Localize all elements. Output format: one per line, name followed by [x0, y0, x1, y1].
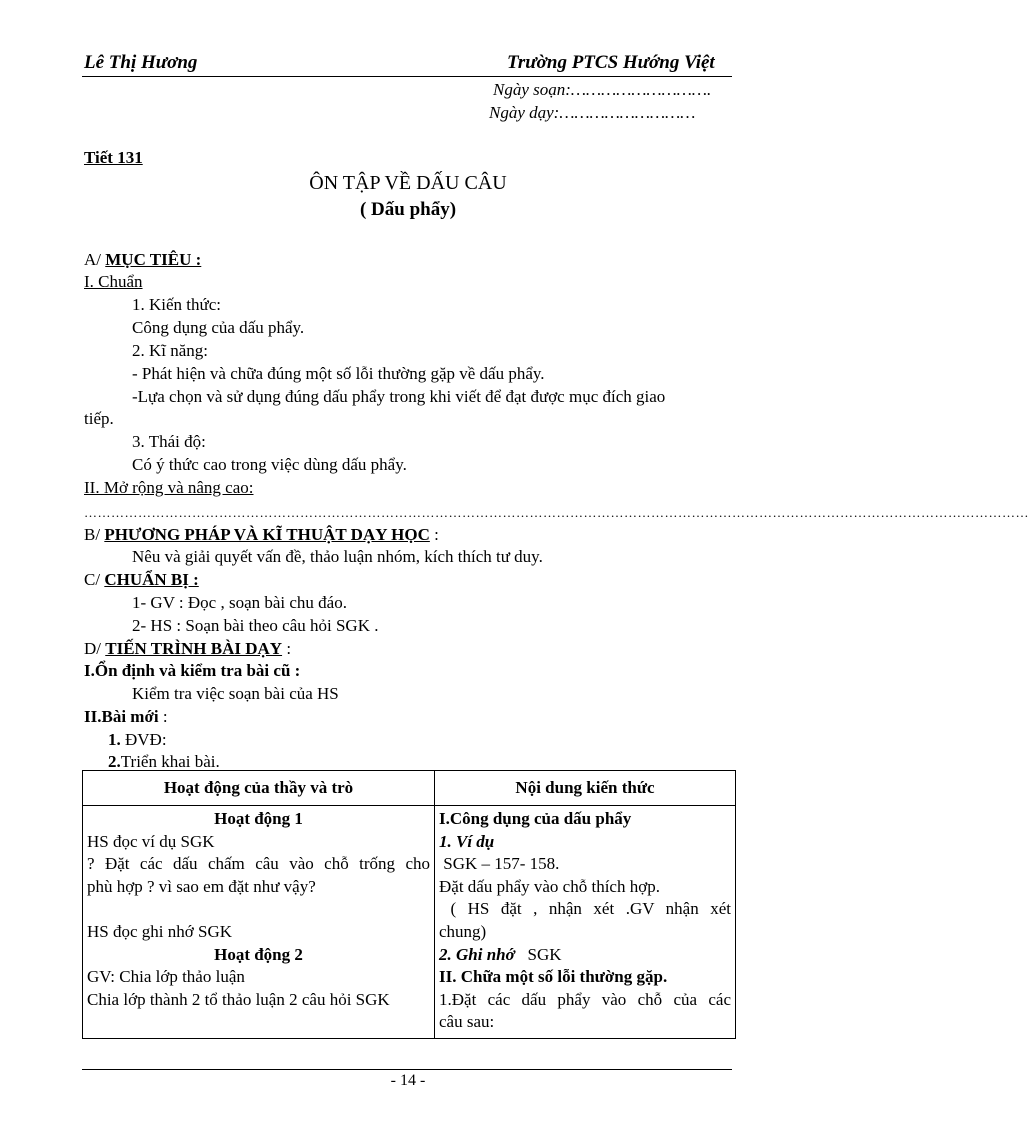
content-line: SGK – 157- 158.: [439, 854, 560, 874]
content-line: [439, 944, 731, 967]
activity-2-title: Hoạt động 2: [214, 944, 303, 964]
activity-line: ? Đặt các dấu chấm câu vào chỗ trống cho: [87, 854, 430, 874]
lesson-subtitle: ( Dấu phẩy): [359, 199, 457, 220]
attitude-text: Có ý thức cao trong việc dùng dấu phẩy.: [132, 455, 407, 474]
step-1-num: 1.: [108, 730, 121, 749]
lesson-table: [82, 770, 736, 1039]
section-b-suffix: :: [429, 525, 439, 544]
section-a-prefix: A/: [84, 250, 101, 269]
attitude-label: 3. Thái độ:: [132, 432, 206, 451]
ghi-nho-label: 2. Ghi nhớ: [439, 944, 515, 964]
lesson-title: ÔN TẬP VỀ DẤU CÂU: [309, 172, 507, 194]
page-number: - 14 -: [390, 1072, 426, 1089]
section-b-text: Nêu và giải quyết vấn đề, thảo luận nhóm, kích thích tư duy.: [132, 547, 543, 566]
table-header-activities: Hoạt động của thầy và trò: [83, 771, 435, 806]
section-d-sub1-text: Kiểm tra việc soạn bài của HS: [132, 684, 339, 703]
activity-line: HS đọc ví dụ SGK: [87, 831, 215, 851]
table-header-content: Nội dung kiến thức: [435, 771, 736, 806]
teach-date: Ngày dạy:………………………: [489, 103, 696, 122]
section-a-heading: [84, 250, 201, 270]
section-d-sub1: I.Ổn định và kiểm tra bài cũ :: [84, 661, 301, 680]
section-c-heading: [84, 570, 199, 590]
step-2-text: Triển khai bài.: [120, 752, 220, 771]
skill-text-2: -Lựa chọn và sử dụng đúng dấu phẩy trong khi viết để đạt được mục đích giao: [132, 387, 666, 406]
content-line: II. Chữa một số lỗi thường gặp.: [439, 967, 668, 987]
section-d-title: TIẾN TRÌNH BÀI DẠY: [105, 639, 283, 658]
lesson-period: Tiết 131: [84, 148, 143, 167]
dotted-line: …………………………………………………………………………………………………………………………………………………………………………………………: [84, 505, 1029, 520]
step-2: [108, 752, 220, 772]
activity-1-title: Hoạt động 1: [214, 809, 303, 828]
skill-text-1: - Phát hiện và chữa đúng một số lỗi thường gặp về dấu phẩy.: [132, 364, 545, 383]
section-b-prefix: B/: [84, 525, 101, 544]
spacer: [87, 898, 430, 921]
section-b-title: PHƯƠNG PHÁP VÀ KĨ THUẬT DẠY HỌC: [104, 525, 430, 544]
footer-divider: [82, 1069, 732, 1070]
knowledge-label: 1. Kiến thức:: [132, 295, 222, 314]
content-line: câu sau:: [439, 1012, 495, 1032]
content-line: 1. Ví dụ: [439, 831, 495, 851]
content-cell: [435, 806, 736, 1039]
author-name: Lê Thị Hương: [84, 52, 198, 73]
step-1: [108, 730, 167, 750]
section-a-sub2: II. Mở rộng và nâng cao:: [84, 478, 254, 497]
school-name: Trường PTCS Hướng Việt: [507, 52, 715, 73]
section-d-sub2-label: II.Bài mới: [84, 707, 159, 726]
section-d-heading: [84, 639, 291, 659]
content-line: ( HS đặt , nhận xét .GV nhận xét: [439, 899, 731, 919]
section-d-prefix: D/: [84, 639, 101, 658]
activities-cell: [83, 806, 435, 1039]
section-d-suffix: :: [282, 639, 292, 658]
content-line: 1.Đặt các dấu phẩy vào chỗ của các: [439, 989, 731, 1009]
header-divider: [82, 76, 732, 77]
skill-text-2-cont: tiếp.: [84, 409, 114, 428]
activity-line: HS đọc ghi nhớ SGK: [87, 921, 232, 941]
section-c-item2: 2- HS : Soạn bài theo câu hỏi SGK .: [132, 616, 379, 635]
section-c-item1: 1- GV : Đọc , soạn bài chu đáo.: [132, 593, 347, 612]
ghi-nho-text: SGK: [514, 944, 562, 964]
content-line: chung): [439, 921, 487, 941]
content-line: Đặt dấu phẩy vào chỗ thích hợp.: [439, 876, 660, 896]
section-a-sub1: I. Chuẩn: [84, 272, 143, 291]
prep-date: Ngày soạn:……………………….: [493, 80, 712, 99]
section-c-title: CHUẨN BỊ :: [104, 570, 199, 589]
knowledge-text: Công dụng của dấu phẩy.: [132, 318, 305, 337]
section-b-heading: [84, 525, 439, 545]
activity-line: GV: Chia lớp thảo luận: [87, 967, 245, 987]
step-2-num: 2.: [108, 752, 121, 771]
section-a-title: MỤC TIÊU :: [105, 250, 202, 269]
activity-line: Chia lớp thành 2 tổ thảo luận 2 câu hỏi SGK: [87, 989, 390, 1009]
section-d-sub2-suffix: :: [158, 707, 168, 726]
content-line: I.Công dụng của dấu phẩy: [439, 809, 632, 828]
section-c-prefix: C/: [84, 570, 101, 589]
skill-label: 2. Kĩ năng:: [132, 341, 209, 360]
section-d-sub2: [84, 707, 168, 727]
step-1-text: ĐVĐ:: [120, 730, 167, 749]
activity-line: phù hợp ? vì sao em đặt như vậy?: [87, 876, 316, 896]
